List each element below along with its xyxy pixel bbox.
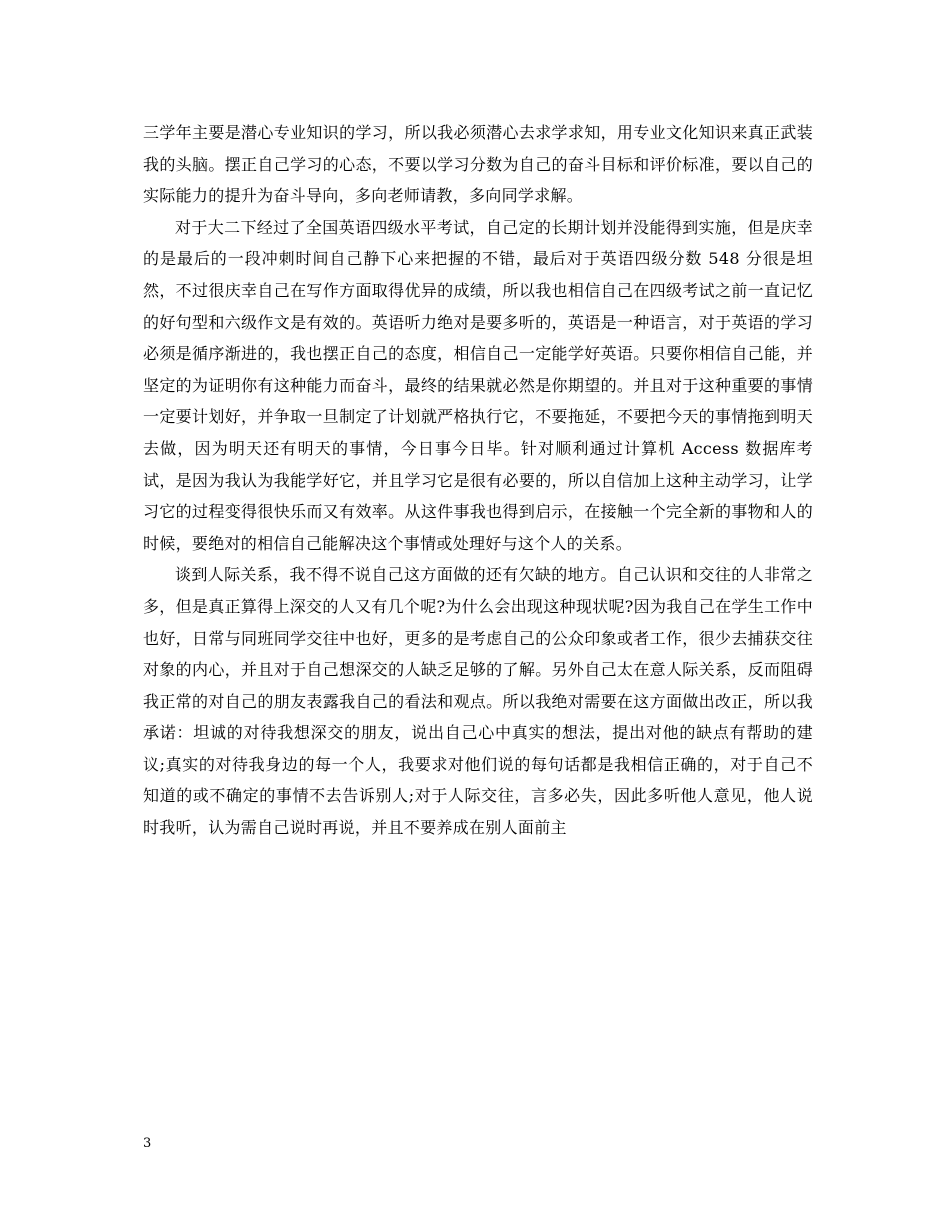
paragraph-interpersonal: 谈到人际关系，我不得不说自己这方面做的还有欠缺的地方。自己认识和交往的人非常之多，但是真正算得上深交的人又有几个呢?为什么会出现这种现状呢?因为我自己在学生工作中也好，日常与同班同学交往中也好，更多的是考虑自己的公众印象或者工作，很少去捕获交往对象的内心，并且对于自己想深交的人缺乏足够的了解。另外自己太在意人际关系，反而阻碍我正常的对自己的朋友表露我自己的看法和观点。所以我绝对需要在这方面做出改正，所以我承诺：坦诚的对待我想深交的朋友，说出自己心中真实的想法，提出对他的缺点有帮助的建议;真实的对待我身边的每一个人，我要求对他们说的每句话都是我相信正确的，对于自己不知道的或不确定的事情不去告诉别人;对于人际交往，言多必失，因此多听他人意见，他人说时我听，认为需自己说时再说，并且不要养成在别人面前主 bbox=[143, 565, 813, 838]
body-text bbox=[143, 117, 813, 844]
paragraph-english-exam: 对于大二下经过了全国英语四级水平考试，自己定的长期计划并没能得到实施，但是庆幸的是最后的一段冲刺时间自己静下心来把握的不错，最后对于英语四级分数 548 分很是坦然，不过很庆幸自己在写作方面取得优异的成绩，所以我也相信自己在四级考试之前一直记忆的好句型和六级作文是有效的。英语听力绝对是要多听的，英语是一种语言，对于英语的学习必须是循序渐进的，我也摆正自己的态度，相信自己一定能学好英语。只要你相信自己能，并坚定的为证明你有这种能力而奋斗，最终的结果就必然是你期望的。并且对于这种重要的事情一定要计划好，并争取一旦制定了计划就严格执行它，不要拖延，不要把今天的事情拖到明天去做，因为明天还有明天的事情，今日事今日毕。针对顺利通过计算机 Access 数据库考试，是因为我认为我能学好它，并且学习它是很有必要的，所以自信加上这种主动学习，让学习它的过程变得很快乐而又有效率。从这件事我也得到启示，在接触一个完全新的事物和人的时候，要绝对的相信自己能解决这个事情或处理好与这个人的关系。 bbox=[143, 217, 813, 553]
paragraph-study-plan: 三学年主要是潜心专业知识的学习，所以我必须潜心去求学求知，用专业文化知识来真正武装我的头脑。摆正自己学习的心态，不要以学习分数为自己的奋斗目标和评价标准，要以自己的实际能力的提升为奋斗导向，多向老师请教，多向同学求解。 bbox=[143, 123, 813, 206]
page-number: 3 bbox=[143, 1136, 152, 1151]
